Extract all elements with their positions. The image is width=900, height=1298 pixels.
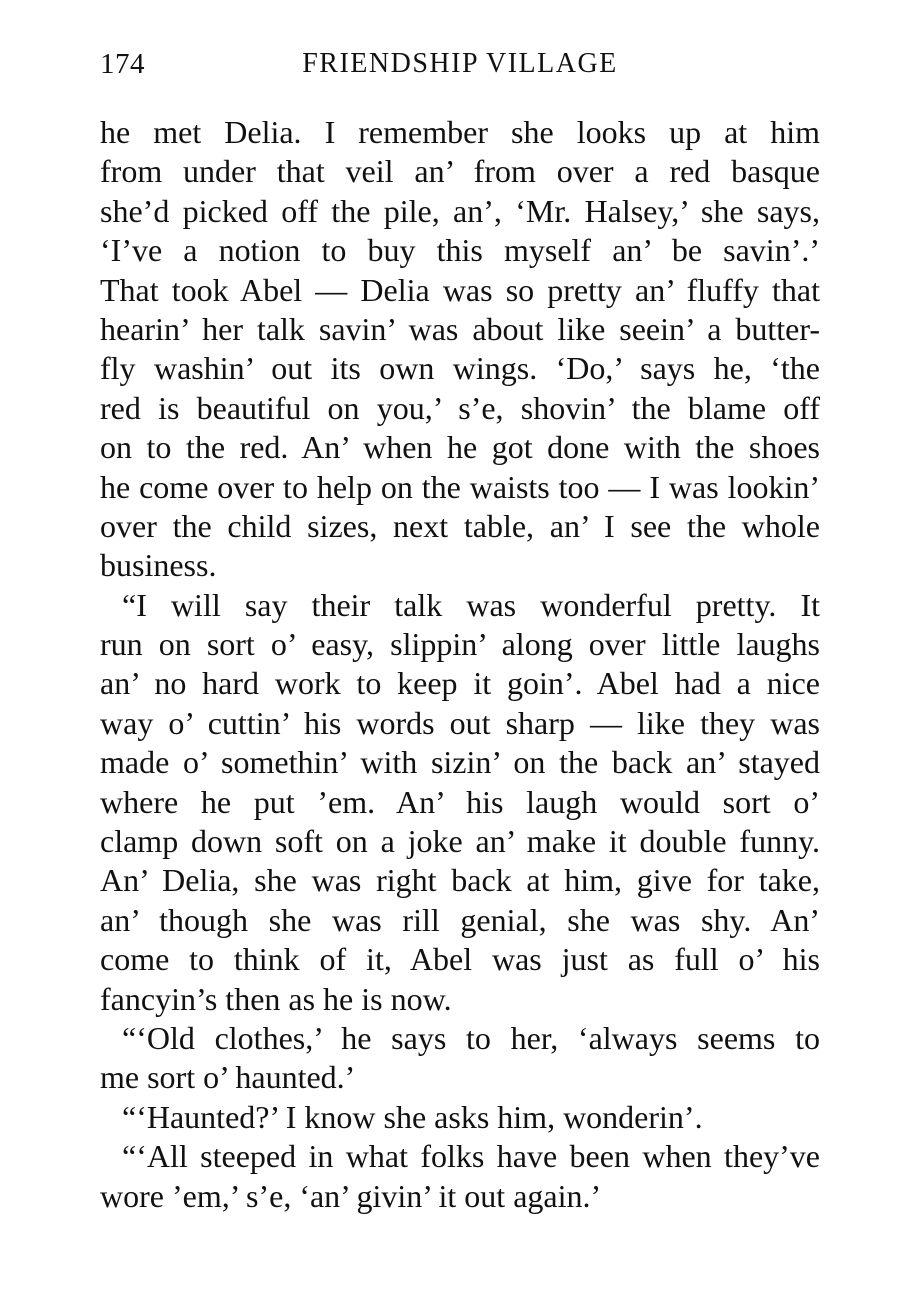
text-line: “‘Old clothes,’ he says to her, ‘always seems to — [122, 1019, 820, 1056]
text-line: “‘Haunted?’ I know she asks him, wonderin’. — [122, 1098, 703, 1135]
text-line: he come over to help on the waists too — I was lookin’ — [100, 468, 820, 505]
page-header — [100, 48, 820, 88]
text-line: “‘All steeped in what folks have been when they’ve — [122, 1138, 820, 1175]
page-number: 174 — [100, 48, 145, 80]
text-line: red is beautiful on you,’ s’e, shovin’ the blame off — [100, 389, 820, 426]
text-line: where he put ’em. An’ his laugh would sort o’ — [100, 783, 820, 820]
body-text — [100, 113, 820, 1216]
text-line: he met Delia. I remember she looks up at him — [100, 114, 820, 150]
text-line: over the child sizes, next table, an’ I see the whole — [100, 507, 820, 544]
text-line: way o’ cuttin’ his words out sharp — like they was — [100, 704, 820, 741]
text-line: made o’ somethin’ with sizin’ on the back an’ stayed — [100, 744, 820, 781]
text-line: That took Abel — Delia was so pretty an’ fluffy that — [100, 271, 820, 308]
text-line: hearin’ her talk savin’ was about like seein’ a butter- — [100, 310, 820, 347]
text-line: an’ no hard work to keep it goin’. Abel had a nice — [100, 665, 820, 702]
text-line: clamp down soft on a joke an’ make it double funny. — [100, 823, 820, 860]
text-line: fancyin’s then as he is now. — [100, 980, 452, 1017]
running-head: FRIENDSHIP VILLAGE — [302, 48, 618, 79]
text-line: business. — [100, 547, 217, 584]
text-line: wore ’em,’ s’e, ‘an’ givin’ it out again.’ — [100, 1177, 602, 1214]
text-line: come to think of it, Abel was just as full o’ his — [100, 941, 820, 978]
text-line: run on sort o’ easy, slippin’ along over little laughs — [100, 626, 820, 663]
text-line: me sort o’ haunted.’ — [100, 1059, 356, 1096]
text-line: from under that veil an’ from over a red basque — [100, 153, 820, 190]
text-line: ‘I’ve a notion to buy this myself an’ be savin’.’ — [100, 232, 820, 269]
text-line: an’ though she was rill genial, she was shy. An’ — [100, 901, 820, 938]
text-line: An’ Delia, she was right back at him, give for take, — [100, 862, 820, 899]
text-line: she’d picked off the pile, an’, ‘Mr. Halsey,’ she says, — [100, 192, 820, 229]
text-line: fly washin’ out its own wings. ‘Do,’ says he, ‘the — [100, 350, 820, 387]
text-line: on to the red. An’ when he got done with the shoes — [100, 429, 820, 466]
text-line: “I will say their talk was wonderful pretty. It — [122, 586, 820, 623]
